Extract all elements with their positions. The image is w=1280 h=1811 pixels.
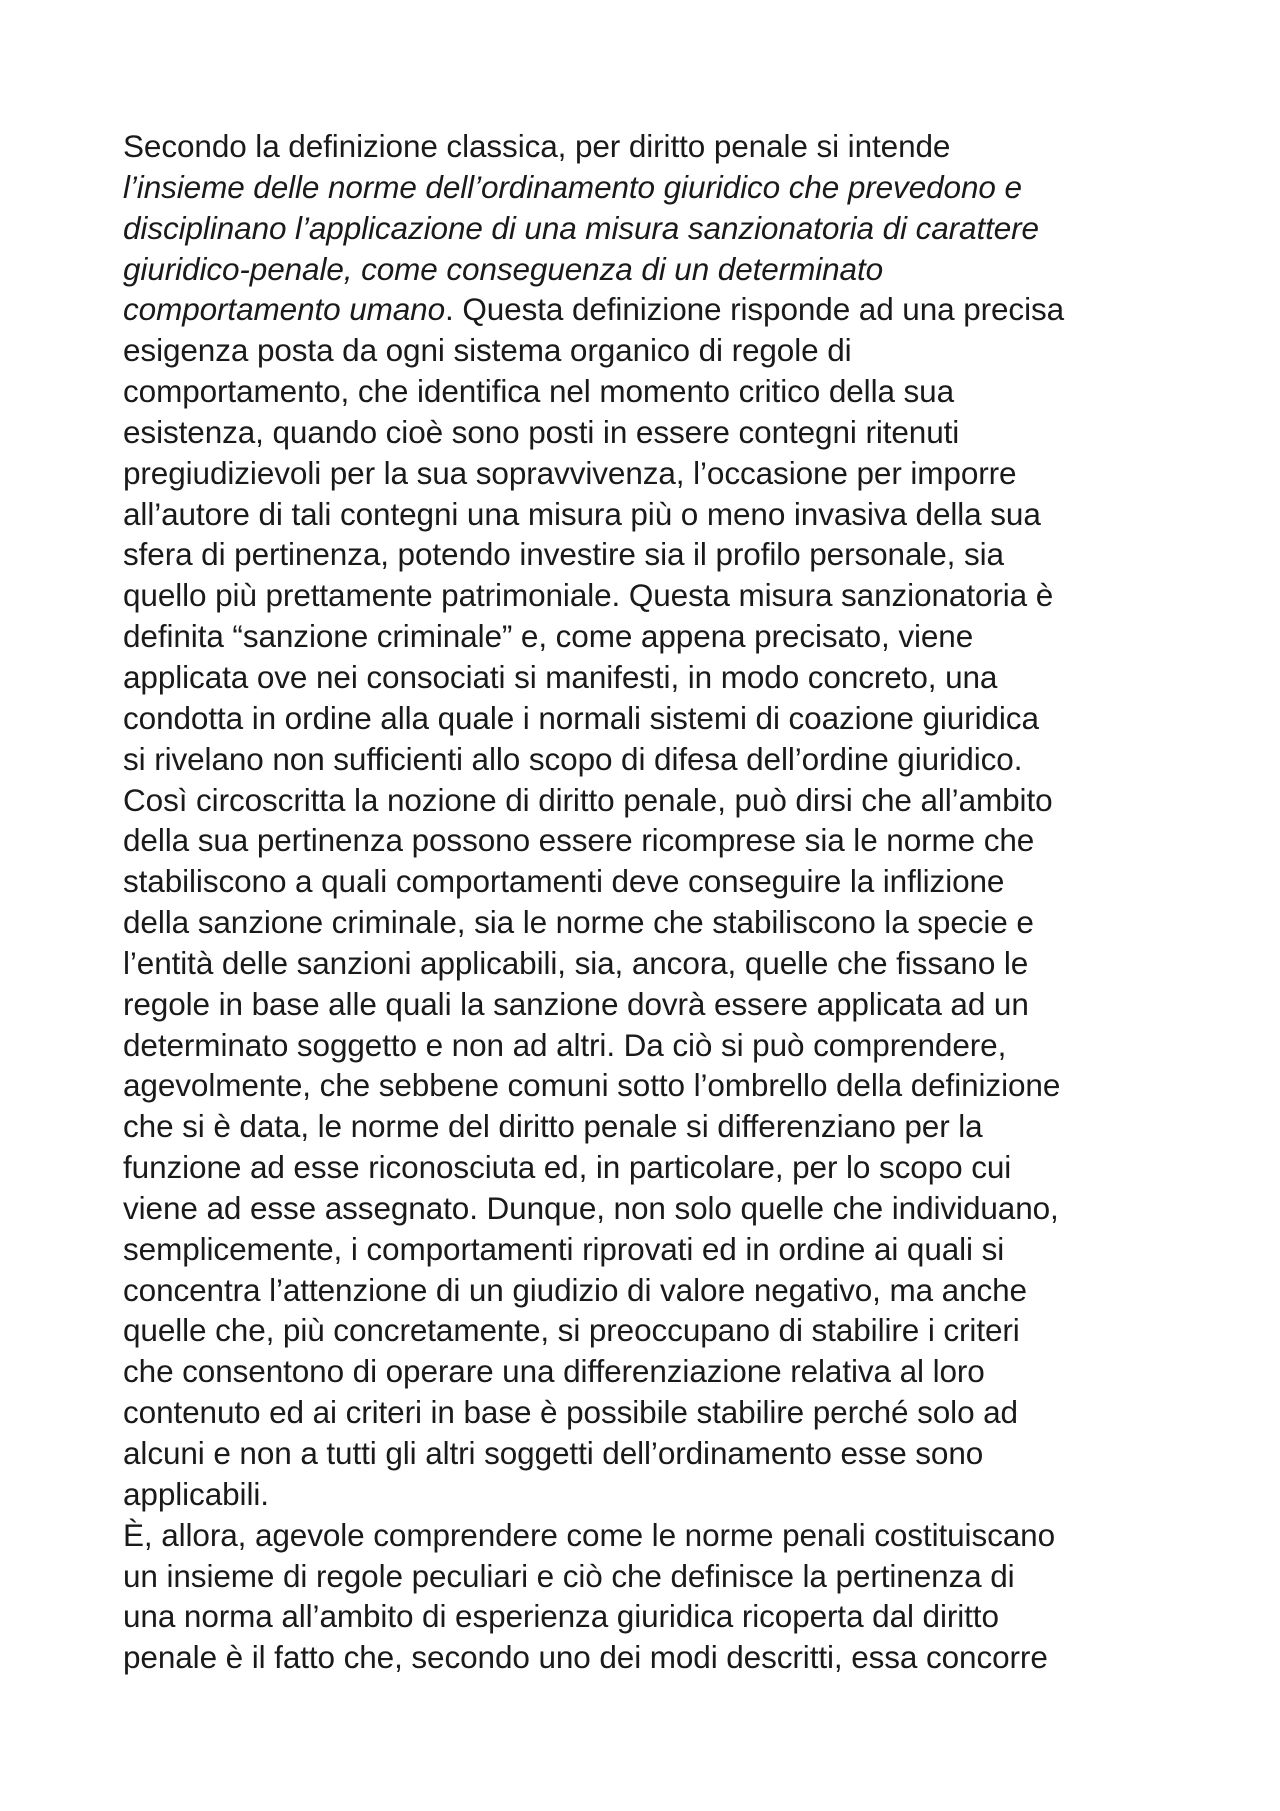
text-segment: che si è data, le norme del diritto penale si differenziano per la [123, 1108, 983, 1145]
text-segment: Così circoscritta la nozione di diritto penale, può dirsi che all’ambito [123, 781, 1053, 818]
text-line [123, 534, 1183, 575]
text-segment: condotta in ordine alla quale i normali sistemi di coazione giuridica [123, 699, 1039, 736]
text-line [123, 902, 1183, 943]
paragraph [123, 126, 1183, 1515]
text-line [123, 861, 1183, 902]
text-line [123, 616, 1183, 657]
paragraph [123, 1515, 1183, 1678]
text-segment: stabiliscono a quali comportamenti deve conseguire la inflizione [123, 863, 1005, 900]
text-segment: un insieme di regole peculiari e ciò che definisce la pertinenza di [123, 1557, 1015, 1594]
text-line [123, 1188, 1183, 1229]
text-segment: che consentono di operare una differenziazione relativa al loro [123, 1353, 985, 1390]
text-line [123, 739, 1183, 780]
text-segment: applicabili. [123, 1475, 269, 1512]
text-segment: semplicemente, i comportamenti riprovati ed in ordine ai quali si [123, 1230, 1005, 1267]
text-line [123, 820, 1183, 861]
text-line [123, 1270, 1183, 1311]
text-line [123, 412, 1183, 453]
text-line [123, 575, 1183, 616]
italic-text-segment: giuridico-penale, come conseguenza di un determinato [123, 250, 884, 287]
text-line [123, 453, 1183, 494]
text-segment: comportamento, che identifica nel momento critico della sua [123, 373, 955, 410]
text-line [123, 1392, 1183, 1433]
text-line [123, 1596, 1183, 1637]
text-line [123, 698, 1183, 739]
text-segment: funzione ad esse riconosciuta ed, in particolare, per lo scopo cui [123, 1149, 1012, 1186]
text-segment: pregiudizievoli per la sua sopravvivenza, l’occasione per imporre [123, 454, 1017, 491]
text-line [123, 1474, 1183, 1515]
text-segment: esistenza, quando cioè sono posti in essere contegni ritenuti [123, 413, 960, 450]
text-line [123, 1065, 1183, 1106]
text-segment: l’entità delle sanzioni applicabili, sia, ancora, quelle che fissano le [123, 944, 1029, 981]
text-line [123, 1310, 1183, 1351]
text-segment: regole in base alle quali la sanzione dovrà essere applicata ad un [123, 985, 1029, 1022]
text-line [123, 1147, 1183, 1188]
text-segment: esigenza posta da ogni sistema organico di regole di [123, 332, 852, 369]
text-line [123, 657, 1183, 698]
text-line [123, 249, 1183, 290]
text-line [123, 167, 1183, 208]
text-segment: sfera di pertinenza, potendo investire sia il profilo personale, sia [123, 536, 1004, 573]
text-line [123, 330, 1183, 371]
text-segment: penale è il fatto che, secondo uno dei modi descritti, essa concorre [123, 1639, 1048, 1676]
text-segment: agevolmente, che sebbene comuni sotto l’ombrello della definizione [123, 1067, 1061, 1104]
text-line [123, 780, 1183, 821]
body-text [123, 126, 1183, 1678]
text-line [123, 371, 1183, 412]
text-segment: quelle che, più concretamente, si preoccupano di stabilire i criteri [123, 1312, 1020, 1349]
italic-text-segment: l’insieme delle norme dell’ordinamento giuridico che prevedono e [123, 168, 1022, 205]
text-segment: della sanzione criminale, sia le norme che stabiliscono la specie e [123, 904, 1034, 941]
text-segment: definita “sanzione criminale” e, come appena precisato, viene [123, 618, 974, 655]
text-segment: contenuto ed ai criteri in base è possibile stabilire perché solo ad [123, 1394, 1018, 1431]
text-segment: della sua pertinenza possono essere ricomprese sia le norme che [123, 822, 1035, 859]
text-line [123, 1637, 1183, 1678]
italic-text-segment: disciplinano l’applicazione di una misura sanzionatoria di carattere [123, 209, 1039, 246]
text-line [123, 1556, 1183, 1597]
text-line [123, 494, 1183, 535]
text-line [123, 289, 1183, 330]
text-segment: si rivelano non sufficienti allo scopo di difesa dell’ordine giuridico. [123, 740, 1023, 777]
text-line [123, 943, 1183, 984]
text-segment: È, allora, agevole comprendere come le norme penali costituiscano [123, 1516, 1056, 1553]
text-segment: concentra l’attenzione di un giudizio di valore negativo, ma anche [123, 1271, 1027, 1308]
text-segment: determinato soggetto e non ad altri. Da ciò si può comprendere, [123, 1026, 1007, 1063]
text-segment: all’autore di tali contegni una misura più o meno invasiva della sua [123, 495, 1041, 532]
text-line [123, 1106, 1183, 1147]
text-line [123, 1229, 1183, 1270]
text-segment: viene ad esse assegnato. Dunque, non solo quelle che individuano, [123, 1189, 1059, 1226]
text-line [123, 1025, 1183, 1066]
text-segment: una norma all’ambito di esperienza giuridica ricoperta dal diritto [123, 1598, 999, 1635]
text-segment: quello più prettamente patrimoniale. Questa misura sanzionatoria è [123, 577, 1054, 614]
text-line [123, 1515, 1183, 1556]
text-line [123, 1433, 1183, 1474]
text-segment: alcuni e non a tutti gli altri soggetti dell’ordinamento esse sono [123, 1435, 984, 1471]
text-line [123, 126, 1183, 167]
text-line [123, 208, 1183, 249]
text-segment: . Questa definizione risponde ad una precisa [445, 291, 1065, 328]
text-segment: Secondo la definizione classica, per diritto penale si intende [123, 128, 951, 164]
text-line [123, 1351, 1183, 1392]
italic-text-segment: comportamento umano [123, 291, 446, 328]
text-segment: applicata ove nei consociati si manifesti, in modo concreto, una [123, 658, 998, 695]
text-line [123, 984, 1183, 1025]
